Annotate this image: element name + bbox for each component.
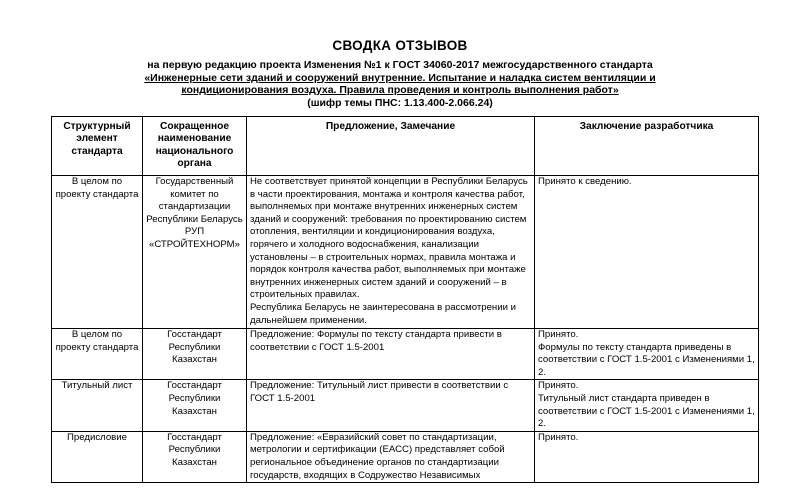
cell-remark xyxy=(247,329,535,380)
remark-text-2: Республика Беларусь не заинтересована в рассмотрении и дальнейшем применении. xyxy=(250,301,516,326)
column-header-element: Структурный элемент стандарта xyxy=(52,117,143,176)
cell-organ: Госстандарт Республики Казахстан xyxy=(143,329,247,380)
cell-remark xyxy=(247,431,535,482)
cell-organ: Госстандарт Республики Казахстан xyxy=(143,431,247,482)
remark-text: Предложение: Формулы по тексту стандарта привести в соответствии с ГОСТ 1.5-2001 xyxy=(250,329,502,353)
cell-element: Предисловие xyxy=(52,431,143,482)
table-row xyxy=(52,431,759,482)
column-header-organ: Сокращенное наименование национального органа xyxy=(143,117,247,176)
cell-organ: Госстандарт Республики Казахстан xyxy=(143,380,247,431)
cell-conclusion xyxy=(535,431,759,482)
table-row xyxy=(52,380,759,431)
header-line-3: кондиционирования воздуха. Правила проведения и контроль выполнения работ» xyxy=(181,84,619,96)
reviews-table xyxy=(51,116,759,483)
table-header-row xyxy=(52,117,759,176)
conclusion-text: Принято. xyxy=(538,431,579,443)
cell-element: В целом по проекту стандарта xyxy=(52,329,143,380)
column-header-conclusion: Заключение разработчика xyxy=(535,117,759,176)
header-line-4: (шифр темы ПНС: 1.13.400-2.066.24) xyxy=(307,96,493,109)
remark-text: Предложение: «Евразийский совет по стандартизации, метрологии и сертификации (ЕАСС) представляет собой региональное объединение органов по стандартизации государств, входящих в Содружество Независимых xyxy=(250,431,505,481)
table-row xyxy=(52,176,759,329)
header-line-2: «Инженерные сети зданий и сооружений внутренние. Испытание и наладка систем вентиляции и xyxy=(144,71,656,84)
cell-conclusion xyxy=(535,380,759,431)
conclusion-text: Принято. xyxy=(538,329,579,340)
conclusion-text-2: Формулы по тексту стандарта приведены в соответствии с ГОСТ 1.5-2001 с Изменениями 1, 2. xyxy=(538,341,755,378)
cell-remark xyxy=(247,380,535,431)
cell-element: Титульный лист xyxy=(52,380,143,431)
table-row xyxy=(52,329,759,380)
column-header-remark: Предложение, Замечание xyxy=(247,117,535,176)
conclusion-text: Принято к сведению. xyxy=(538,176,632,187)
cell-remark xyxy=(247,176,535,329)
remark-text: Предложение: Титульный лист привести в соответствии с ГОСТ 1.5-2001 xyxy=(250,380,509,404)
document-header xyxy=(0,38,800,109)
conclusion-text: Принято. xyxy=(538,380,579,392)
cell-element: В целом по проекту стандарта xyxy=(52,176,143,329)
cell-conclusion xyxy=(535,329,759,380)
header-line-1: на первую редакцию проекта Изменения №1 к ГОСТ 34060-2017 межгосударственного стандарта xyxy=(147,59,653,71)
remark-text: Не соответствует принятой концепции в Республики Беларусь в части проектирования, монтажа и контроля качества работ, выполняемых при монтаже внутренних инженерных систем зданий и сооружений: требования по проектированию систем отопления, вентиляции и кондиционирования воздуха, горячего и холодного водоснабжения, канализации установлены – в строительных нормах, правила монтажа и порядок контроля качества работ, выполняемых при монтаже внутренних инженерных систем зданий и сооружений – в строительных правилах. xyxy=(250,176,528,301)
cell-conclusion xyxy=(535,176,759,329)
cell-organ: Государственный комитет по стандартизации Республики Беларусь РУП «СТРОЙТЕХНОРМ» xyxy=(143,176,247,329)
conclusion-text-2: Титульный лист стандарта приведен в соответствии с ГОСТ 1.5-2001 с Изменениями 1, 2. xyxy=(538,392,755,430)
document-title: СВОДКА ОТЗЫВОВ xyxy=(332,38,468,53)
